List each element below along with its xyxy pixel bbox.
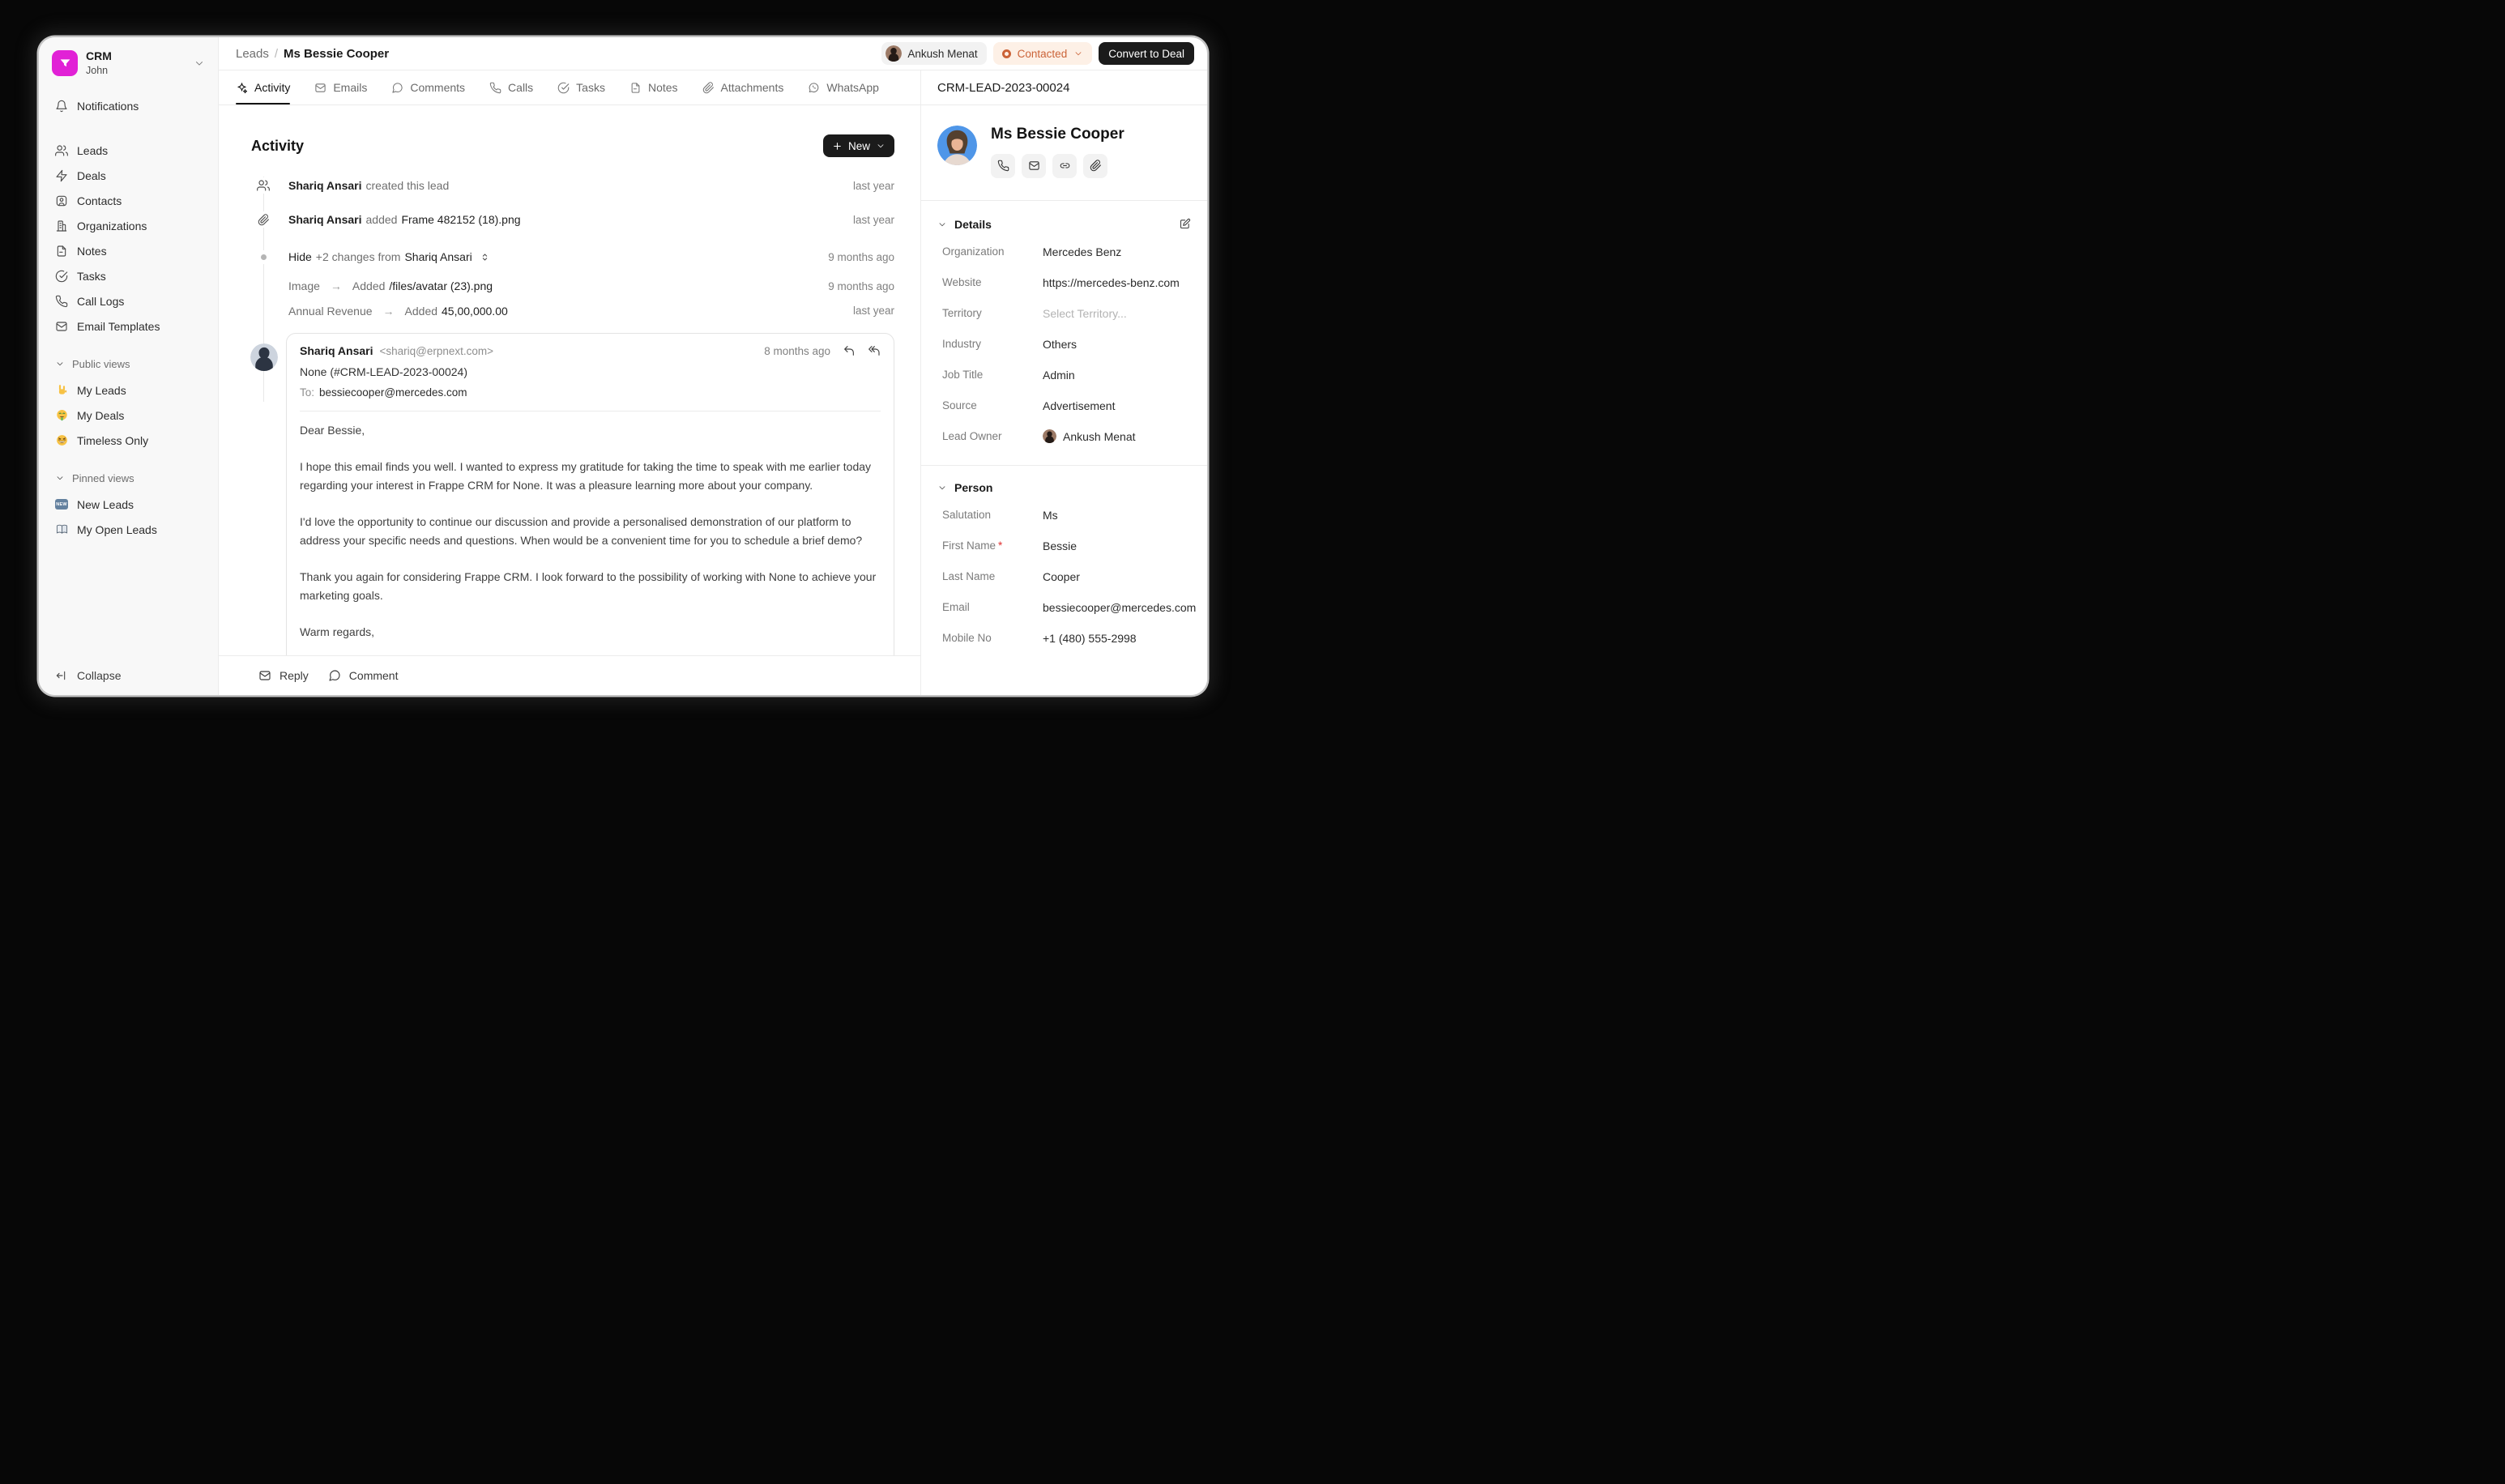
activity-item-attachment	[251, 203, 894, 237]
lead-name: Ms Bessie Cooper	[991, 126, 1124, 143]
attachment-action-button[interactable]	[1083, 154, 1107, 178]
field-label: Email	[942, 601, 970, 614]
comment-button[interactable]	[328, 669, 399, 682]
collapse-label: Collapse	[77, 669, 122, 682]
assignee-chip[interactable]	[881, 42, 986, 65]
sidebar-item-contacts[interactable]	[49, 188, 208, 213]
tab-notes[interactable]	[629, 70, 678, 104]
field-email	[921, 592, 1207, 623]
email-subject: None (#CRM-LEAD-2023-00024)	[300, 365, 467, 378]
changes-summary: +2 changes from	[315, 250, 401, 263]
paperclip-icon	[257, 211, 270, 228]
link-action-button[interactable]	[1052, 154, 1077, 178]
chevron-down-icon[interactable]	[937, 483, 947, 493]
email-closing: Warm regards,	[300, 625, 375, 638]
email-paragraph: I hope this email finds you well. I wanted to express my gratitude for taking the time to speak with me earlier today regarding your interest in Frappe CRM for None. It was a pleasure learning more about your company.	[300, 460, 872, 492]
sidebar-item-label: My Leads	[77, 383, 126, 397]
timestamp: 9 months ago	[828, 250, 894, 263]
frappe-crm-app	[0, 0, 1252, 742]
email-body	[300, 421, 881, 642]
tab-label: Comments	[410, 81, 466, 94]
email-sender: Shariq Ansari	[300, 344, 373, 357]
lead-doc-id: CRM-LEAD-2023-00024	[921, 70, 1207, 105]
email-paragraph: Dear Bessie,	[300, 424, 365, 437]
actor-name: Shariq Ansari	[288, 179, 362, 192]
field-first-name	[921, 531, 1207, 561]
tab-label: Attachments	[720, 81, 784, 94]
details-section	[921, 201, 1207, 466]
email-action-button[interactable]	[1022, 154, 1046, 178]
sidebar-item-label: Contacts	[77, 194, 122, 207]
activity-heading: Activity	[251, 137, 305, 154]
field-label: Source	[942, 399, 977, 412]
building-icon	[55, 220, 68, 232]
section-title-label: Public views	[72, 357, 130, 370]
field-label: Industry	[942, 338, 982, 351]
section-public-views[interactable]	[49, 353, 208, 374]
field-value[interactable]: +1 (480) 555-2998	[1043, 631, 1137, 645]
activity-item-created	[251, 168, 894, 203]
new-activity-button[interactable]	[823, 134, 894, 157]
bell-icon	[55, 100, 68, 113]
sidebar-item-label: Call Logs	[77, 294, 125, 308]
tab-emails[interactable]	[314, 70, 367, 104]
tab-label: Tasks	[576, 81, 605, 94]
lead-summary-card	[921, 105, 1207, 201]
edit-details-icon[interactable]	[1179, 218, 1191, 230]
email-paragraph: I'd love the opportunity to continue our discussion and provide a personalised demonstration of our platform to address your specific needs and questions. When would be a convenient time for you to schedule a brief demo?	[300, 515, 863, 547]
sidebar-item-my-open-leads[interactable]	[49, 517, 208, 542]
timestamp: last year	[852, 305, 894, 318]
field-lead-owner	[921, 421, 1207, 452]
chevron-down-icon	[55, 359, 65, 369]
dot-icon	[261, 254, 267, 260]
activity-timeline	[251, 168, 894, 655]
lead-owner-name: Ankush Menat	[1063, 429, 1136, 443]
tab-label: WhatsApp	[826, 81, 879, 94]
chevron-down-icon	[1073, 49, 1083, 58]
users-icon	[55, 144, 68, 157]
sidebar-item-label: Deals	[77, 168, 106, 182]
breadcrumb	[236, 47, 389, 61]
sidebar-item-deals[interactable]	[49, 163, 208, 188]
email-address: <shariq@erpnext.com>	[379, 344, 494, 357]
rock-hand-emoji	[55, 384, 68, 397]
arrow-right-icon: →	[382, 304, 395, 318]
zap-icon	[55, 169, 68, 182]
tab-whatsapp[interactable]	[808, 70, 879, 104]
tab-label: Notes	[647, 81, 678, 94]
chevron-down-icon	[55, 473, 65, 483]
sidebar-item-label: Timeless Only	[77, 433, 149, 447]
field-label: Lead Owner	[942, 430, 1002, 443]
field-value[interactable]: Mercedes Benz	[1043, 245, 1122, 258]
chevron-down-icon	[876, 141, 885, 151]
activity-item-changes	[251, 240, 894, 274]
sparkle-icon	[236, 82, 248, 94]
tab-label: Calls	[508, 81, 534, 94]
arrow-left-to-line-icon	[55, 669, 68, 682]
field-label: Mobile No	[942, 632, 992, 645]
details-section-title: Details	[954, 217, 992, 231]
envelope-icon	[55, 320, 68, 333]
field-label: Organization	[942, 245, 1005, 258]
timestamp: 8 months ago	[764, 344, 830, 357]
sidebar-item-new-leads[interactable]	[49, 492, 208, 517]
tabbar	[219, 70, 920, 105]
breadcrumb-separator: /	[274, 46, 279, 61]
app-switcher[interactable]	[49, 48, 208, 79]
crm-logo-icon	[52, 50, 78, 76]
open-book-emoji	[55, 523, 68, 536]
actor-name: Shariq Ansari	[288, 213, 362, 226]
sidebar-item-notes[interactable]	[49, 238, 208, 263]
note-file-icon	[629, 82, 642, 94]
laughing-face-emoji	[55, 434, 68, 447]
section-pinned-views[interactable]	[49, 467, 208, 488]
sidebar-item-call-logs[interactable]	[49, 288, 208, 313]
sidebar-item-leads[interactable]	[49, 138, 208, 163]
field-label: Website	[942, 276, 982, 289]
field-website	[921, 267, 1207, 298]
breadcrumb-current: Ms Bessie Cooper	[284, 46, 390, 61]
sidebar-item-label: My Deals	[77, 408, 125, 422]
tab-calls[interactable]	[489, 70, 533, 104]
assignee-name: Ankush Menat	[907, 47, 978, 60]
users-icon	[257, 177, 270, 194]
breadcrumb-leads-link[interactable]: Leads	[236, 46, 269, 61]
field-territory	[921, 298, 1207, 329]
avatar	[1043, 429, 1056, 443]
chevron-down-icon	[194, 58, 205, 69]
phone-icon	[489, 82, 501, 94]
person-section-title: Person	[954, 480, 993, 494]
field-value[interactable]: Advertisement	[1043, 399, 1116, 412]
app-window	[39, 37, 1207, 695]
comment-bubble-icon	[391, 82, 403, 94]
sidebar-item-label: New Leads	[77, 497, 134, 511]
sidebar-item-tasks[interactable]	[49, 263, 208, 288]
paperclip-icon	[702, 82, 715, 94]
field-value[interactable]: Ms	[1043, 508, 1058, 522]
field-job-title	[921, 360, 1207, 390]
app-user: John	[86, 64, 109, 76]
section-title-label: Pinned views	[72, 471, 134, 484]
field-value[interactable]: Cooper	[1043, 569, 1080, 583]
field-label: First Name *	[942, 539, 1003, 552]
field-value[interactable]: bessiecooper@mercedes.com	[1043, 600, 1197, 614]
field-industry	[921, 329, 1207, 360]
reply-all-icon[interactable]	[868, 344, 881, 357]
arrow-right-icon: →	[330, 279, 342, 293]
change-verb: Added	[404, 304, 438, 318]
comment-label: Comment	[348, 669, 399, 682]
to-label: To:	[300, 386, 315, 399]
attachment-name: Frame 482152 (18).png	[401, 213, 521, 226]
field-label: Salutation	[942, 509, 992, 522]
avatar	[250, 343, 278, 371]
avatar	[885, 45, 902, 62]
status-ring-icon	[1002, 49, 1011, 58]
field-value[interactable]: Admin	[1043, 368, 1075, 382]
main-panel	[219, 70, 921, 695]
field-last-name	[921, 561, 1207, 592]
phone-icon	[55, 295, 68, 308]
sidebar-item-organizations[interactable]	[49, 213, 208, 238]
email-recipient: bessiecooper@mercedes.com	[319, 386, 467, 399]
sidebar-item-label: Tasks	[77, 269, 106, 283]
timestamp: last year	[852, 179, 894, 192]
timestamp: 9 months ago	[828, 279, 894, 292]
comment-bubble-icon	[328, 669, 341, 682]
check-circle-icon	[55, 270, 68, 283]
divider	[300, 411, 881, 412]
chevron-down-icon[interactable]	[937, 220, 947, 229]
sidebar-item-my-leads[interactable]	[49, 377, 208, 403]
tab-label: Activity	[254, 81, 291, 94]
reply-label: Reply	[280, 669, 309, 682]
money-face-emoji	[55, 409, 68, 422]
field-value-placeholder[interactable]: Select Territory...	[1043, 306, 1127, 320]
change-row-image	[251, 274, 894, 299]
action-text: added	[365, 213, 398, 226]
tab-tasks[interactable]	[557, 70, 605, 104]
composer-bar	[219, 655, 920, 695]
check-circle-icon	[557, 82, 570, 94]
lead-status-dropdown[interactable]	[993, 42, 1093, 65]
app-name: CRM	[86, 49, 112, 63]
sidebar-item-email-templates[interactable]	[49, 313, 208, 339]
sidebar-item-label: Notes	[77, 244, 107, 258]
topbar	[219, 37, 1207, 70]
plus-icon	[832, 141, 843, 151]
lead-details-panel	[921, 70, 1207, 695]
sidebar-item-notifications[interactable]	[49, 93, 208, 118]
action-text: created this lead	[365, 179, 450, 192]
email-card	[286, 333, 894, 655]
activity-content	[219, 105, 920, 655]
tab-attachments[interactable]	[702, 70, 784, 104]
actor-name: Shariq Ansari	[404, 250, 472, 263]
field-source	[921, 390, 1207, 421]
envelope-icon	[258, 669, 271, 682]
contact-card-icon	[55, 194, 68, 207]
workspace	[219, 37, 1207, 695]
collapse-sidebar-button[interactable]	[55, 669, 121, 682]
change-value: 45,00,000.00	[442, 304, 508, 318]
required-asterisk: *	[998, 539, 1003, 552]
field-organization	[921, 237, 1207, 267]
change-field: Annual Revenue	[288, 304, 373, 318]
change-row-annual-revenue	[251, 299, 894, 324]
person-section	[921, 466, 1207, 667]
field-label: Last Name	[942, 570, 996, 583]
timestamp: last year	[852, 213, 894, 226]
lead-avatar[interactable]	[937, 126, 977, 165]
field-value[interactable]: https://mercedes-benz.com	[1043, 275, 1180, 289]
convert-to-deal-button[interactable]: Convert to Deal	[1099, 42, 1194, 65]
hide-changes-toggle[interactable]: Hide	[288, 250, 312, 263]
field-value[interactable]: Bessie	[1043, 539, 1078, 552]
field-mobile-no	[921, 623, 1207, 654]
tab-activity[interactable]	[236, 70, 290, 104]
tab-label: Emails	[333, 81, 368, 94]
sidebar-item-label: Email Templates	[77, 319, 160, 333]
field-value[interactable]	[1043, 429, 1207, 443]
sidebar	[39, 37, 219, 695]
sidebar-item-timeless-only[interactable]	[49, 428, 208, 453]
change-verb: Added	[352, 279, 386, 293]
tab-comments[interactable]	[391, 70, 465, 104]
sidebar-item-label: My Open Leads	[77, 522, 157, 536]
reply-button[interactable]	[258, 669, 309, 682]
change-value: /files/avatar (23).png	[389, 279, 493, 293]
sidebar-item-my-deals[interactable]	[49, 403, 208, 428]
field-salutation	[921, 500, 1207, 531]
sidebar-item-label: Leads	[77, 143, 109, 157]
status-label: Contacted	[1017, 47, 1068, 60]
whatsapp-icon	[808, 82, 820, 94]
field-value[interactable]: Others	[1043, 337, 1078, 351]
new-badge-emoji: NEW	[55, 498, 68, 511]
new-button-label: New	[847, 139, 870, 152]
note-file-icon	[55, 245, 68, 258]
envelope-icon	[314, 82, 326, 94]
call-action-button[interactable]	[991, 154, 1015, 178]
reply-icon[interactable]	[843, 344, 856, 357]
sidebar-item-label: Notifications	[77, 99, 139, 113]
email-paragraph: Thank you again for considering Frappe CRM. I look forward to the possibility of working with None to achieve your marketing goals.	[300, 570, 877, 602]
field-label: Territory	[942, 307, 982, 320]
field-label: Job Title	[942, 369, 984, 382]
sidebar-item-label: Organizations	[77, 219, 147, 232]
change-field: Image	[288, 279, 320, 293]
chevrons-up-down-icon[interactable]	[480, 252, 490, 262]
